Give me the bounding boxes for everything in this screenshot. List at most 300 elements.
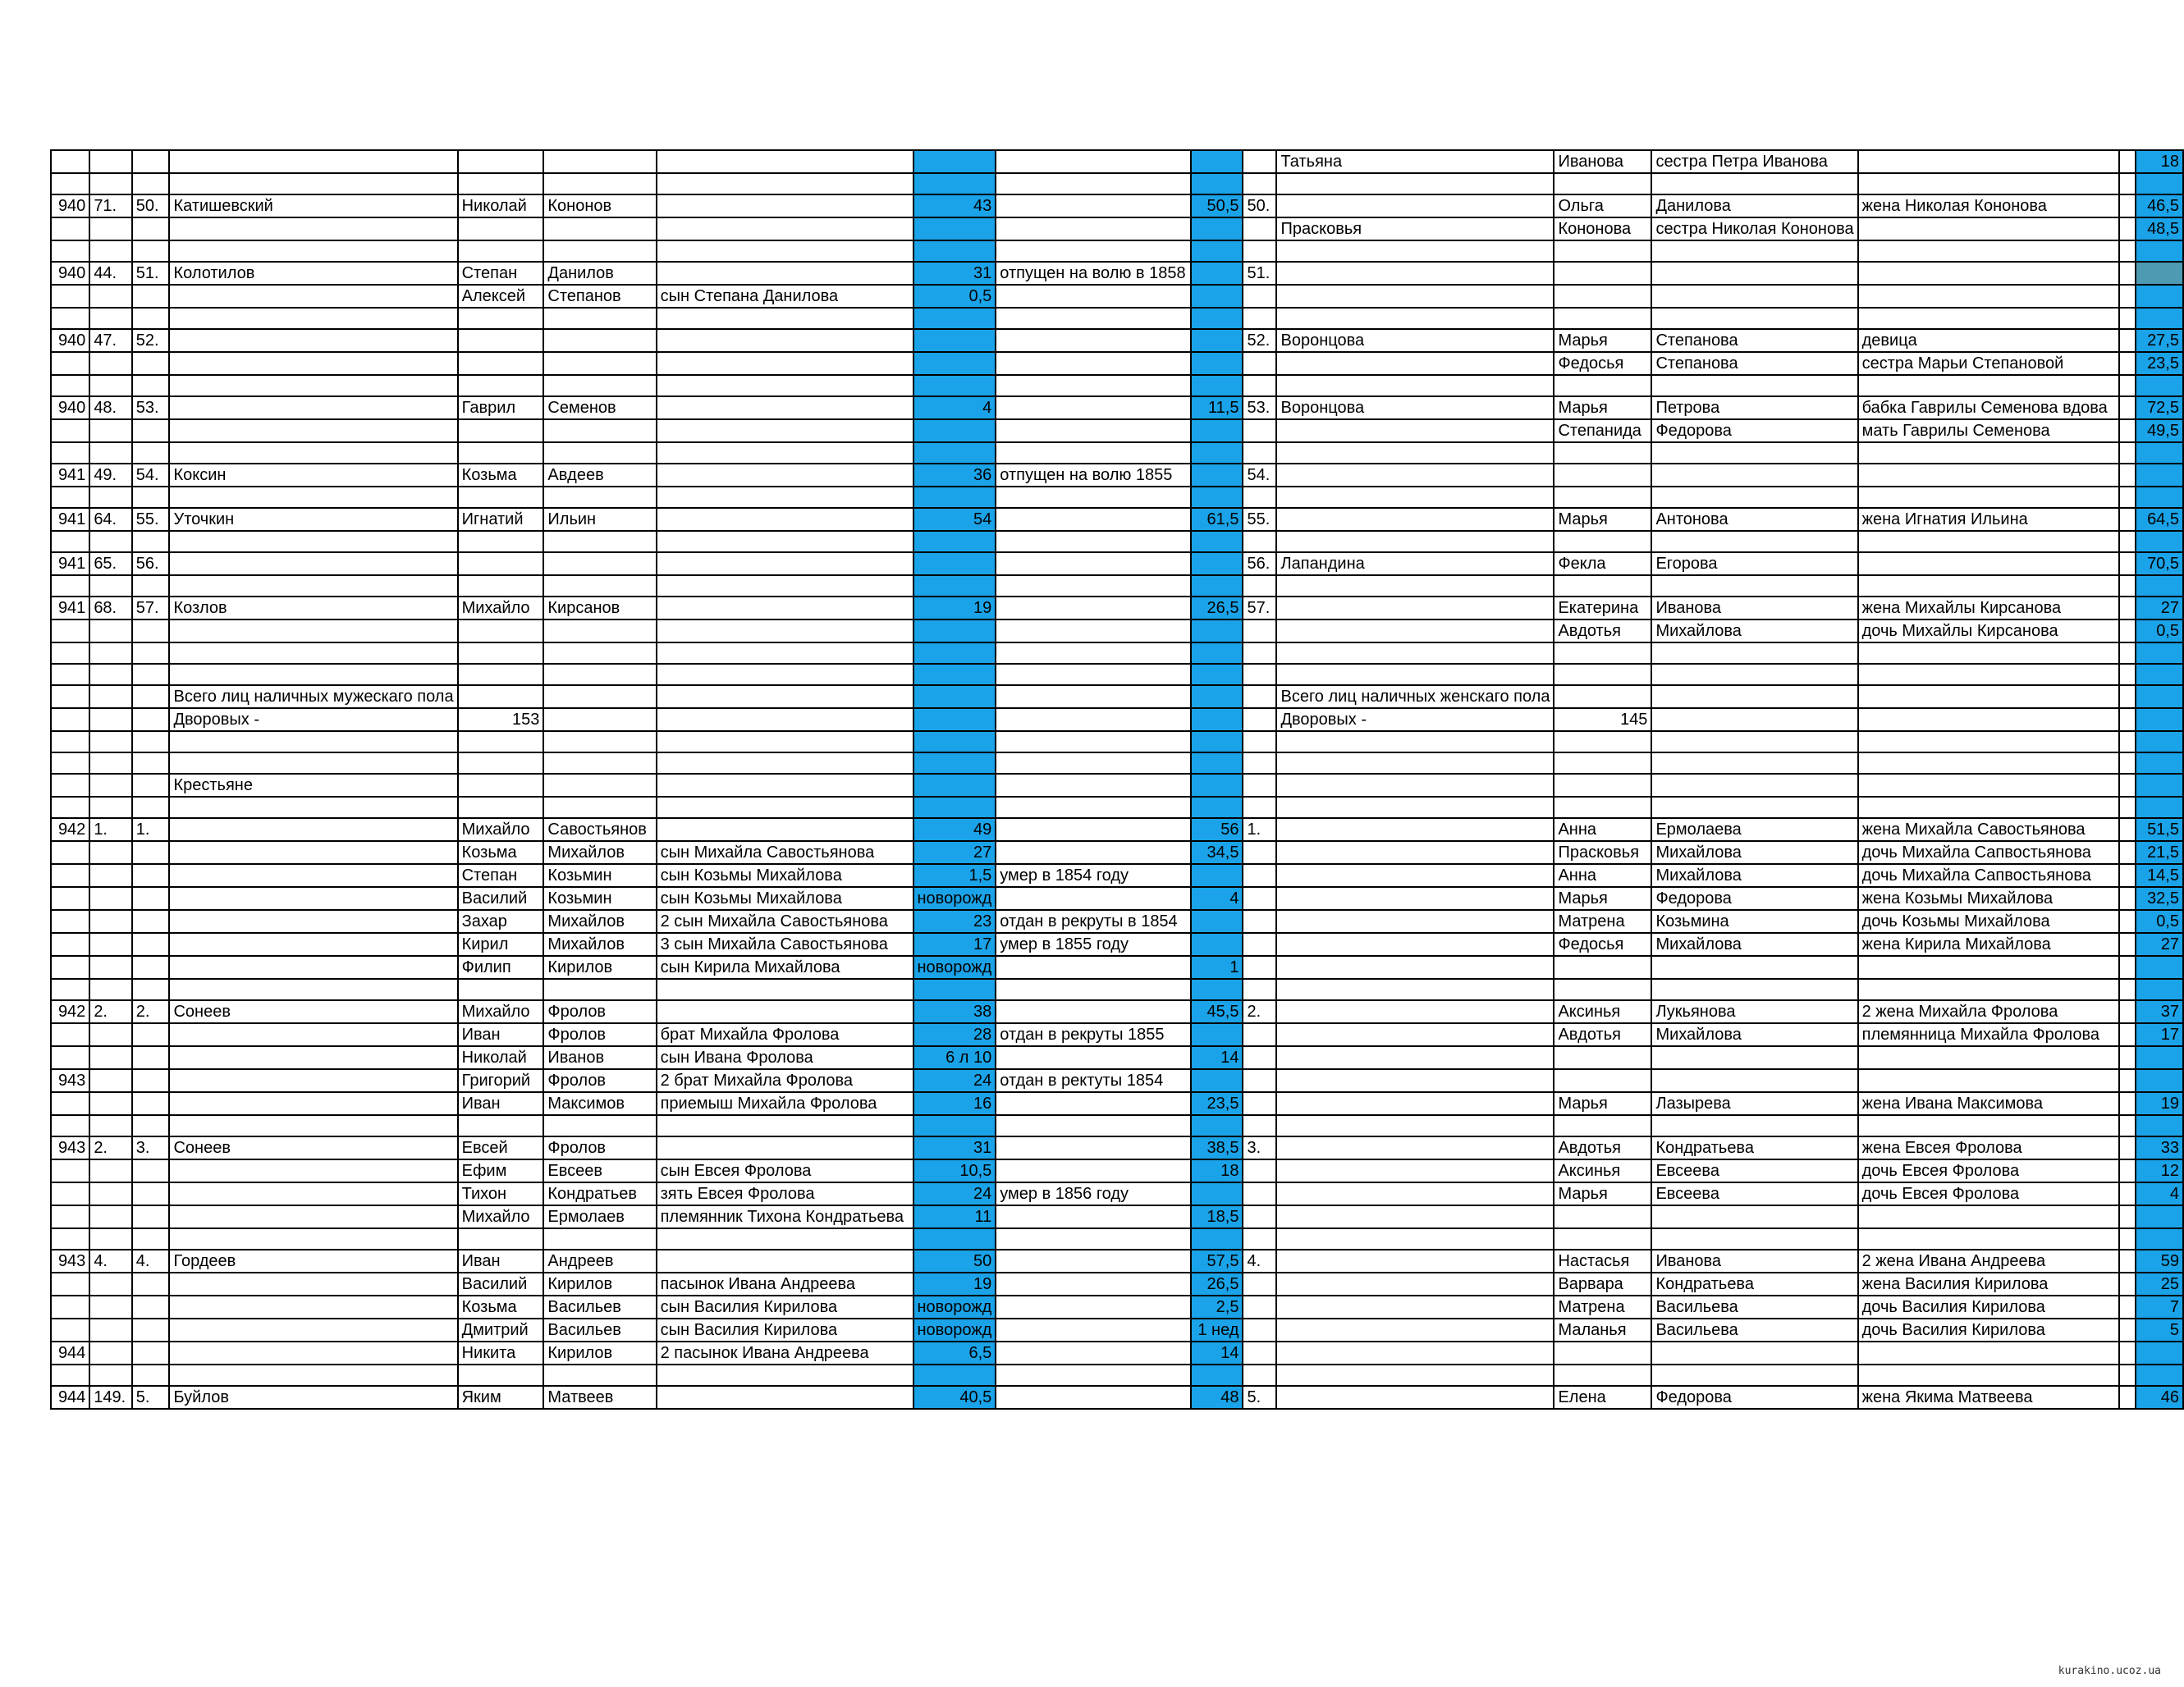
cell-female-surname [1276, 1386, 1554, 1409]
cell-age-1850 [913, 173, 996, 194]
cell-female-first-name [1554, 285, 1651, 308]
cell-patronymic [543, 797, 656, 818]
cell-female-household-no: 1. [1243, 818, 1276, 841]
cell-female-household-no [1243, 1342, 1276, 1365]
cell-first-name: Тихон [458, 1182, 544, 1205]
cell-page-no [51, 887, 89, 910]
cell-female-age: 72,5 [2136, 396, 2183, 419]
cell-female-patronymic: Федорова [1651, 419, 1857, 442]
cell-remark [996, 531, 1191, 552]
cell-female-patronymic: Васильева [1651, 1296, 1857, 1319]
cell-female-age: 21,5 [2136, 841, 2183, 864]
cell-age-1850: 0,5 [913, 285, 996, 308]
cell-old-no: 44. [89, 262, 131, 285]
cell-female-surname [1276, 194, 1554, 217]
cell-female-patronymic: Иванова [1651, 597, 1857, 619]
cell-female-household-no [1243, 1205, 1276, 1228]
cell-household-no [132, 1182, 170, 1205]
cell-household-no [132, 1046, 170, 1069]
cell-spacer [2119, 194, 2136, 217]
cell-age-1850 [913, 375, 996, 396]
cell-female-age [2136, 1205, 2183, 1228]
cell-remark [996, 442, 1191, 464]
cell-female-patronymic [1651, 664, 1857, 685]
cell-female-patronymic [1651, 1342, 1857, 1365]
cell-surname [169, 1296, 457, 1319]
cell-female-patronymic: Козьмина [1651, 910, 1857, 933]
cell-old-no [89, 864, 131, 887]
cell-female-age [2136, 774, 2183, 797]
cell-age-1850: 1,5 [913, 864, 996, 887]
cell-female-age [2136, 752, 2183, 774]
cell-relation: сын Василия Кирилова [657, 1296, 913, 1319]
table-row [51, 1250, 2183, 1273]
cell-female-household-no [1243, 841, 1276, 864]
table-row [51, 285, 2183, 308]
cell-spacer [2119, 1159, 2136, 1182]
cell-spacer [2119, 1069, 2136, 1092]
cell-female-household-no [1243, 752, 1276, 774]
cell-age-1858 [1191, 262, 1243, 285]
cell-page-no: 943 [51, 1250, 89, 1273]
cell-remark [996, 575, 1191, 597]
cell-female-household-no [1243, 774, 1276, 797]
cell-remark [996, 194, 1191, 217]
cell-spacer [2119, 933, 2136, 956]
cell-female-age [2136, 708, 2183, 731]
cell-first-name [458, 752, 544, 774]
cell-age-1850: новорожд [913, 956, 996, 979]
cell-first-name [458, 308, 544, 329]
cell-female-relation [1858, 150, 2119, 173]
cell-age-1850: 19 [913, 597, 996, 619]
cell-surname: Сонеев [169, 1000, 457, 1023]
cell-female-household-no [1243, 910, 1276, 933]
cell-first-name [458, 1115, 544, 1136]
cell-female-relation [1858, 1365, 2119, 1386]
cell-page-no: 941 [51, 464, 89, 487]
cell-female-relation: жена Михайла Савостьянова [1858, 818, 2119, 841]
cell-remark: умер в 1855 году [996, 933, 1191, 956]
cell-female-patronymic: Евсеева [1651, 1159, 1857, 1182]
cell-old-no [89, 685, 131, 708]
cell-age-1858 [1191, 933, 1243, 956]
cell-female-relation: жена Михайлы Кирсанова [1858, 597, 2119, 619]
cell-old-no [89, 642, 131, 664]
cell-relation [657, 575, 913, 597]
table-row [51, 841, 2183, 864]
cell-age-1850: новорожд [913, 887, 996, 910]
cell-old-no: 47. [89, 329, 131, 352]
cell-relation [657, 375, 913, 396]
cell-female-household-no [1243, 619, 1276, 642]
cell-spacer [2119, 552, 2136, 575]
cell-spacer [2119, 375, 2136, 396]
cell-first-name [458, 642, 544, 664]
cell-female-age: 23,5 [2136, 352, 2183, 375]
cell-spacer [2119, 685, 2136, 708]
cell-first-name: Филип [458, 956, 544, 979]
table-row [51, 1182, 2183, 1205]
cell-age-1850: 28 [913, 1023, 996, 1046]
cell-surname: Всего лиц наличных мужескаго пола [169, 685, 457, 708]
cell-household-no [132, 685, 170, 708]
table-row [51, 487, 2183, 508]
cell-age-1850 [913, 487, 996, 508]
table-row [51, 731, 2183, 752]
cell-female-household-no [1243, 1273, 1276, 1296]
cell-female-patronymic: Иванова [1651, 1250, 1857, 1273]
cell-female-household-no [1243, 285, 1276, 308]
cell-remark [996, 642, 1191, 664]
cell-female-first-name: Кононова [1554, 217, 1651, 240]
cell-female-patronymic [1651, 685, 1857, 708]
cell-remark [996, 285, 1191, 308]
cell-female-patronymic [1651, 173, 1857, 194]
cell-patronymic: Иванов [543, 1046, 656, 1069]
cell-age-1858: 14 [1191, 1046, 1243, 1069]
cell-spacer [2119, 1136, 2136, 1159]
cell-female-surname: Татьяна [1276, 150, 1554, 173]
cell-first-name: Михайло [458, 1205, 544, 1228]
cell-female-patronymic: Евсеева [1651, 1182, 1857, 1205]
cell-old-no: 48. [89, 396, 131, 419]
cell-female-household-no [1243, 352, 1276, 375]
cell-remark [996, 1205, 1191, 1228]
cell-female-relation [1858, 442, 2119, 464]
cell-relation [657, 308, 913, 329]
cell-female-relation [1858, 308, 2119, 329]
cell-female-surname [1276, 864, 1554, 887]
cell-female-first-name [1554, 685, 1651, 708]
cell-female-patronymic [1651, 285, 1857, 308]
cell-surname [169, 1319, 457, 1342]
cell-female-age [2136, 1069, 2183, 1092]
cell-female-household-no [1243, 173, 1276, 194]
cell-female-patronymic: Лукьянова [1651, 1000, 1857, 1023]
cell-female-relation [1858, 642, 2119, 664]
cell-female-first-name [1554, 1365, 1651, 1386]
cell-female-household-no [1243, 419, 1276, 442]
cell-surname [169, 933, 457, 956]
cell-page-no [51, 240, 89, 262]
cell-female-relation [1858, 1228, 2119, 1250]
cell-patronymic [543, 774, 656, 797]
cell-age-1850 [913, 619, 996, 642]
cell-female-patronymic: Ермолаева [1651, 818, 1857, 841]
cell-female-patronymic [1651, 1205, 1857, 1228]
cell-surname: Крестьяне [169, 774, 457, 797]
cell-first-name [458, 731, 544, 752]
cell-female-first-name: Федосья [1554, 352, 1651, 375]
table-row [51, 464, 2183, 487]
cell-surname [169, 442, 457, 464]
cell-patronymic [543, 664, 656, 685]
cell-old-no [89, 1069, 131, 1092]
cell-age-1850 [913, 664, 996, 685]
cell-household-no: 50. [132, 194, 170, 217]
cell-age-1858 [1191, 731, 1243, 752]
cell-female-first-name: Марья [1554, 329, 1651, 352]
table-row [51, 910, 2183, 933]
cell-age-1858 [1191, 531, 1243, 552]
cell-household-no [132, 619, 170, 642]
cell-age-1850 [913, 531, 996, 552]
cell-female-patronymic: Кондратьева [1651, 1136, 1857, 1159]
cell-female-first-name: 145 [1554, 708, 1651, 731]
cell-female-age [2136, 1365, 2183, 1386]
cell-patronymic [543, 217, 656, 240]
cell-age-1858: 57,5 [1191, 1250, 1243, 1273]
cell-female-relation: жена Игнатия Ильина [1858, 508, 2119, 531]
cell-female-first-name [1554, 531, 1651, 552]
cell-female-age: 51,5 [2136, 818, 2183, 841]
census-table [50, 149, 2184, 1410]
cell-female-first-name: Маланья [1554, 1319, 1651, 1342]
cell-age-1850: 50 [913, 1250, 996, 1273]
cell-patronymic [543, 731, 656, 752]
cell-female-first-name [1554, 774, 1651, 797]
cell-remark: отпущен на волю 1855 [996, 464, 1191, 487]
cell-spacer [2119, 1115, 2136, 1136]
cell-female-age [2136, 956, 2183, 979]
cell-old-no: 49. [89, 464, 131, 487]
cell-remark [996, 887, 1191, 910]
cell-household-no [132, 1319, 170, 1342]
cell-female-relation: бабка Гаврилы Семенова вдова [1858, 396, 2119, 419]
cell-female-age [2136, 375, 2183, 396]
cell-female-household-no [1243, 1023, 1276, 1046]
cell-remark [996, 619, 1191, 642]
cell-spacer [2119, 1342, 2136, 1365]
cell-household-no [132, 797, 170, 818]
cell-spacer [2119, 1386, 2136, 1409]
cell-first-name [458, 575, 544, 597]
cell-first-name: Михайло [458, 1000, 544, 1023]
cell-first-name [458, 552, 544, 575]
cell-remark [996, 240, 1191, 262]
cell-remark [996, 685, 1191, 708]
cell-remark [996, 1228, 1191, 1250]
cell-page-no [51, 1205, 89, 1228]
cell-first-name [458, 1365, 544, 1386]
cell-female-relation [1858, 979, 2119, 1000]
cell-patronymic [543, 240, 656, 262]
cell-female-patronymic: Васильева [1651, 1319, 1857, 1342]
cell-female-household-no [1243, 797, 1276, 818]
cell-patronymic: Васильев [543, 1319, 656, 1342]
cell-page-no [51, 1182, 89, 1205]
cell-age-1858: 1 [1191, 956, 1243, 979]
cell-spacer [2119, 841, 2136, 864]
cell-household-no [132, 442, 170, 464]
table-row [51, 1386, 2183, 1409]
cell-age-1850 [913, 708, 996, 731]
cell-spacer [2119, 531, 2136, 552]
cell-female-relation [1858, 1115, 2119, 1136]
cell-spacer [2119, 731, 2136, 752]
cell-household-no [132, 1228, 170, 1250]
cell-patronymic: Андреев [543, 1250, 656, 1273]
cell-remark [996, 1386, 1191, 1409]
cell-old-no [89, 979, 131, 1000]
cell-household-no [132, 217, 170, 240]
cell-female-surname [1276, 531, 1554, 552]
cell-surname [169, 887, 457, 910]
cell-age-1858 [1191, 575, 1243, 597]
cell-relation [657, 597, 913, 619]
cell-remark [996, 1115, 1191, 1136]
cell-female-relation [1858, 1342, 2119, 1365]
cell-age-1858 [1191, 1115, 1243, 1136]
cell-remark [996, 979, 1191, 1000]
cell-patronymic: Авдеев [543, 464, 656, 487]
cell-female-surname [1276, 797, 1554, 818]
cell-female-surname [1276, 1296, 1554, 1319]
cell-female-patronymic: Егорова [1651, 552, 1857, 575]
cell-relation [657, 240, 913, 262]
cell-age-1858 [1191, 329, 1243, 352]
cell-age-1850 [913, 308, 996, 329]
cell-patronymic: Фролов [543, 1023, 656, 1046]
cell-page-no [51, 375, 89, 396]
cell-page-no [51, 979, 89, 1000]
cell-female-age: 19 [2136, 1092, 2183, 1115]
cell-age-1850: 16 [913, 1092, 996, 1115]
cell-surname: Дворовых - [169, 708, 457, 731]
cell-age-1850 [913, 352, 996, 375]
cell-remark [996, 217, 1191, 240]
cell-relation [657, 217, 913, 240]
cell-age-1850 [913, 442, 996, 464]
cell-first-name [458, 531, 544, 552]
cell-surname: Коксин [169, 464, 457, 487]
cell-first-name: Яким [458, 1386, 544, 1409]
cell-female-patronymic [1651, 956, 1857, 979]
cell-female-patronymic: Кондратьева [1651, 1273, 1857, 1296]
cell-patronymic [543, 487, 656, 508]
cell-female-surname [1276, 597, 1554, 619]
cell-female-age [2136, 575, 2183, 597]
cell-age-1858 [1191, 173, 1243, 194]
cell-female-age: 46 [2136, 1386, 2183, 1409]
cell-age-1858 [1191, 1182, 1243, 1205]
cell-female-patronymic [1651, 375, 1857, 396]
cell-female-age: 7 [2136, 1296, 2183, 1319]
cell-age-1858 [1191, 240, 1243, 262]
cell-old-no [89, 1319, 131, 1342]
cell-female-relation [1858, 487, 2119, 508]
cell-relation: сын Степана Данилова [657, 285, 913, 308]
cell-female-age: 18 [2136, 150, 2183, 173]
cell-remark: отдан в ректуты 1854 [996, 1069, 1191, 1092]
cell-female-first-name: Авдотья [1554, 619, 1651, 642]
cell-female-first-name [1554, 1205, 1651, 1228]
cell-relation: 2 брат Михайла Фролова [657, 1069, 913, 1092]
cell-remark [996, 1319, 1191, 1342]
cell-old-no [89, 352, 131, 375]
cell-remark [996, 1250, 1191, 1273]
cell-old-no [89, 531, 131, 552]
cell-female-age: 5 [2136, 1319, 2183, 1342]
cell-female-patronymic [1651, 774, 1857, 797]
cell-first-name [458, 797, 544, 818]
cell-female-first-name: Авдотья [1554, 1136, 1651, 1159]
cell-surname [169, 864, 457, 887]
cell-patronymic [543, 531, 656, 552]
table-row [51, 1069, 2183, 1092]
cell-patronymic [543, 150, 656, 173]
cell-female-first-name: Федосья [1554, 933, 1651, 956]
cell-relation: пасынок Ивана Андреева [657, 1273, 913, 1296]
table-row [51, 308, 2183, 329]
cell-female-relation: дочь Михайла Сапвостьянова [1858, 864, 2119, 887]
cell-patronymic [543, 352, 656, 375]
cell-spacer [2119, 329, 2136, 352]
cell-age-1858 [1191, 150, 1243, 173]
cell-old-no [89, 1342, 131, 1365]
cell-relation [657, 752, 913, 774]
cell-spacer [2119, 173, 2136, 194]
cell-female-household-no: 57. [1243, 597, 1276, 619]
cell-relation [657, 329, 913, 352]
cell-female-surname: Всего лиц наличных женскаго пола [1276, 685, 1554, 708]
cell-relation: сын Козьмы Михайлова [657, 864, 913, 887]
cell-female-first-name [1554, 308, 1651, 329]
cell-female-household-no: 2. [1243, 1000, 1276, 1023]
cell-female-surname: Воронцова [1276, 396, 1554, 419]
cell-patronymic: Евсеев [543, 1159, 656, 1182]
cell-old-no [89, 308, 131, 329]
cell-female-surname [1276, 308, 1554, 329]
cell-relation [657, 664, 913, 685]
cell-female-surname: Воронцова [1276, 329, 1554, 352]
cell-surname: Уточкин [169, 508, 457, 531]
cell-first-name: Кирил [458, 933, 544, 956]
cell-old-no: 68. [89, 597, 131, 619]
cell-female-household-no: 52. [1243, 329, 1276, 352]
cell-female-age: 17 [2136, 1023, 2183, 1046]
cell-age-1850: 27 [913, 841, 996, 864]
cell-patronymic: Кирилов [543, 1273, 656, 1296]
cell-surname [169, 217, 457, 240]
cell-age-1850 [913, 419, 996, 442]
cell-female-surname [1276, 1115, 1554, 1136]
cell-household-no [132, 487, 170, 508]
cell-surname: Катишевский [169, 194, 457, 217]
cell-surname [169, 752, 457, 774]
cell-female-age [2136, 240, 2183, 262]
cell-age-1850 [913, 240, 996, 262]
cell-household-no: 54. [132, 464, 170, 487]
cell-relation [657, 685, 913, 708]
cell-female-first-name [1554, 173, 1651, 194]
cell-spacer [2119, 150, 2136, 173]
cell-relation [657, 642, 913, 664]
cell-female-patronymic [1651, 731, 1857, 752]
cell-first-name [458, 217, 544, 240]
cell-spacer [2119, 1205, 2136, 1228]
cell-remark [996, 375, 1191, 396]
cell-household-no [132, 240, 170, 262]
cell-female-age: 14,5 [2136, 864, 2183, 887]
cell-household-no [132, 887, 170, 910]
cell-surname [169, 841, 457, 864]
cell-female-relation [1858, 664, 2119, 685]
table-row [51, 352, 2183, 375]
cell-patronymic: Кирилов [543, 1342, 656, 1365]
cell-age-1850: 4 [913, 396, 996, 419]
